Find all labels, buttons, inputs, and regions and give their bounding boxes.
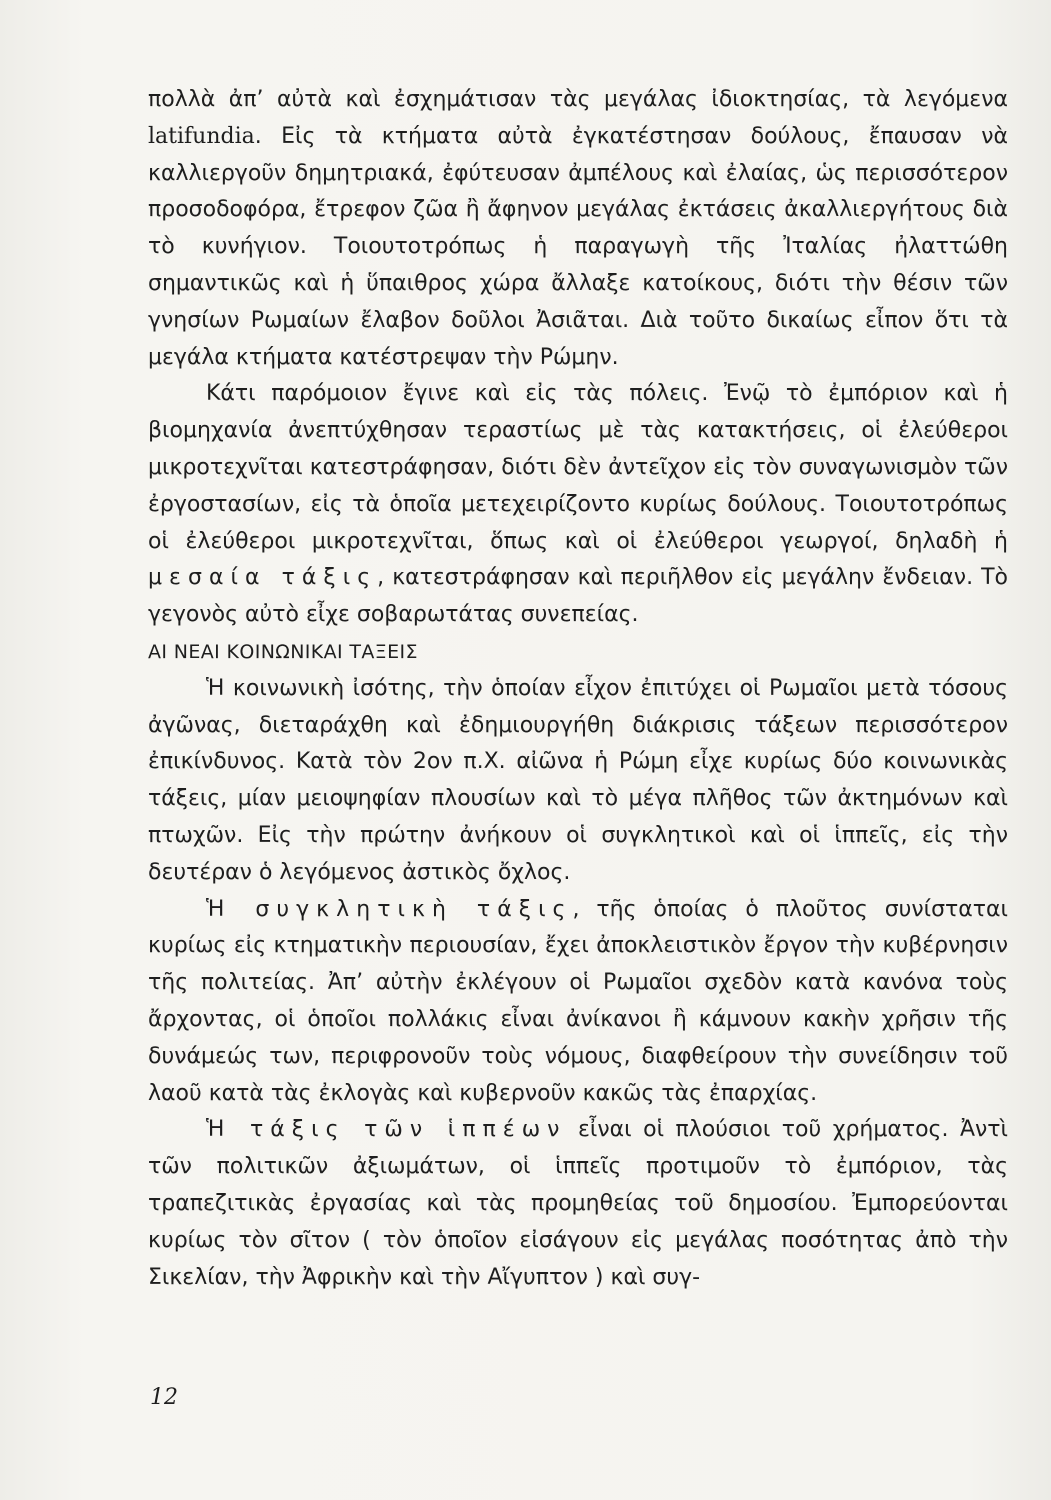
paragraph-3: Ἡ κοινωνικὴ ἰσότης, τὴν ὁποίαν εἶχον ἐπιτύχει οἱ Ρωμαῖοι μετὰ τόσους ἀγῶνας, διεταράχθη καὶ ἐδημιουργήθη διάκρισις τάξεων περισσότερον ἐπικίνδυνος. Κατὰ τὸν 2ον π.Χ. αἰῶνα ἡ Ρώμη εἶχε κυρίως δύο κοινωνικὰς τάξεις, μίαν μειοψηφίαν πλουσίων καὶ τὸ μέγα πλῆθος τῶν ἀκτημόνων καὶ πτωχῶν. Εἰς τὴν πρώτην ἀνήκουν οἱ συγκλητικοὶ καὶ οἱ ἱππεῖς, εἰς τὴν δευτέραν ὁ λεγόμενος ἀστικὸς ὄχλος. bbox=[148, 675, 1008, 885]
emphasized-term: Ἡ τάξις τῶν ἱππέων bbox=[206, 1117, 567, 1143]
paragraph-5: Ἡ τάξις τῶν ἱππέων εἶναι οἱ πλούσιοι τοῦ χρήματος. Ἀντὶ τῶν πολιτικῶν ἀξιωμάτων, οἱ ἱππεῖς προτιμοῦν τὸ ἐμπόριον, τὰς τραπεζιτικὰς ἐργασίας καὶ τὰς προμηθείας τοῦ δημοσίου. Ἐμπορεύονται κυρίως τὸν σῖτον ( τὸν ὁποῖον εἰσάγουν εἰς μεγάλας ποσότητας ἀπὸ τὴν Σικελίαν, τὴν Ἀφρικὴν καὶ τὴν Αἴγυπτον ) καὶ συγ- bbox=[148, 1117, 1008, 1290]
paragraph-4: Ἡ συγκλητικὴ τάξις, τῆς ὁποίας ὁ πλοῦτος συνίσταται κυρίως εἰς κτηματικὴν περιουσίαν, ἔχει ἀποκλειστικὸν ἔργον τὴν κυβέρνησιν τῆς πολιτείας. Ἀπ’ αὐτὴν ἐκλέγουν οἱ Ρωμαῖοι σχεδὸν κατὰ κανόνα τοὺς ἄρχοντας, οἱ ὁποῖοι πολλάκις εἶναι ἀνίκανοι ἢ κάμνουν κακὴν χρῆσιν τῆς δυνάμεώς των, περιφρονοῦν τοὺς νόμους, διαφθείρουν τὴν συνείδησιν τοῦ λαοῦ κατὰ τὰς ἐκλογὰς καὶ κυβερνοῦν κακῶς τὰς ἐπαρχίας. bbox=[148, 896, 1008, 1106]
body-text bbox=[148, 82, 1008, 1296]
emphasized-term: Ἡ συγκλητικὴ τάξις bbox=[206, 896, 573, 922]
section-heading: ΑΙ ΝΕΑΙ ΚΟΙΝΩΝΙΚΑΙ ΤΑΞΕΙΣ bbox=[148, 640, 418, 663]
emphasized-term: μεσαία τάξις bbox=[148, 565, 378, 591]
latin-term: latifundia bbox=[148, 123, 255, 149]
paragraph-1: πολλὰ ἀπ’ αὐτὰ καὶ ἐσχημάτισαν τὰς μεγάλας ἰδιοκτησίας, τὰ λεγόμενα latifundia. Εἰς τὰ κτήματα αὐτὰ ἐγκατέστησαν δούλους, ἔπαυσαν νὰ καλλιεργοῦν δημητριακά, ἐφύτευσαν ἀμπέλους καὶ ἐλαίας, ὡς περισσότερον προσοδοφόρα, ἔτρεφον ζῶα ἢ ἄφηνον μεγάλας ἐκτάσεις ἀκαλλιεργήτους διὰ τὸ κυνήγιον. Τοιουτοτρόπως ἡ παραγωγὴ τῆς Ἰταλίας ἠλαττώθη σημαντικῶς καὶ ἡ ὕπαιθρος χώρα ἄλλαξε κατοίκους, διότι τὴν θέσιν τῶν γνησίων Ρωμαίων ἔλαβον δοῦλοι Ἀσιᾶται. Διὰ τοῦτο δικαίως εἶπον ὅτι τὰ μεγάλα κτήματα κατέστρεψαν τὴν Ρώμην. bbox=[148, 87, 1008, 370]
page-number: 12 bbox=[150, 1385, 178, 1410]
paragraph-2: Κάτι παρόμοιον ἔγινε καὶ εἰς τὰς πόλεις. Ἐνῷ τὸ ἐμπόριον καὶ ἡ βιομηχανία ἀνεπτύχθησαν τεραστίως μὲ τὰς κατακτήσεις, οἱ ἐλεύθεροι μικροτεχνῖται κατεστράφησαν, διότι δὲν ἀντεῖχον εἰς τὸν συναγωνισμὸν τῶν ἐργοστασίων, εἰς τὰ ὁποῖα μετεχειρίζοντο κυρίως δούλους. Τοιουτοτρόπως οἱ ἐλεύθεροι μικροτεχνῖται, ὅπως καὶ οἱ ἐλεύθεροι γεωργοί, δηλαδὴ ἡ μεσαία τάξις, κατεστράφησαν καὶ περιῆλθον εἰς μεγάλην ἔνδειαν. Τὸ γεγονὸς αὐτὸ εἶχε σοβαρωτάτας συνεπείας. bbox=[148, 381, 1008, 628]
